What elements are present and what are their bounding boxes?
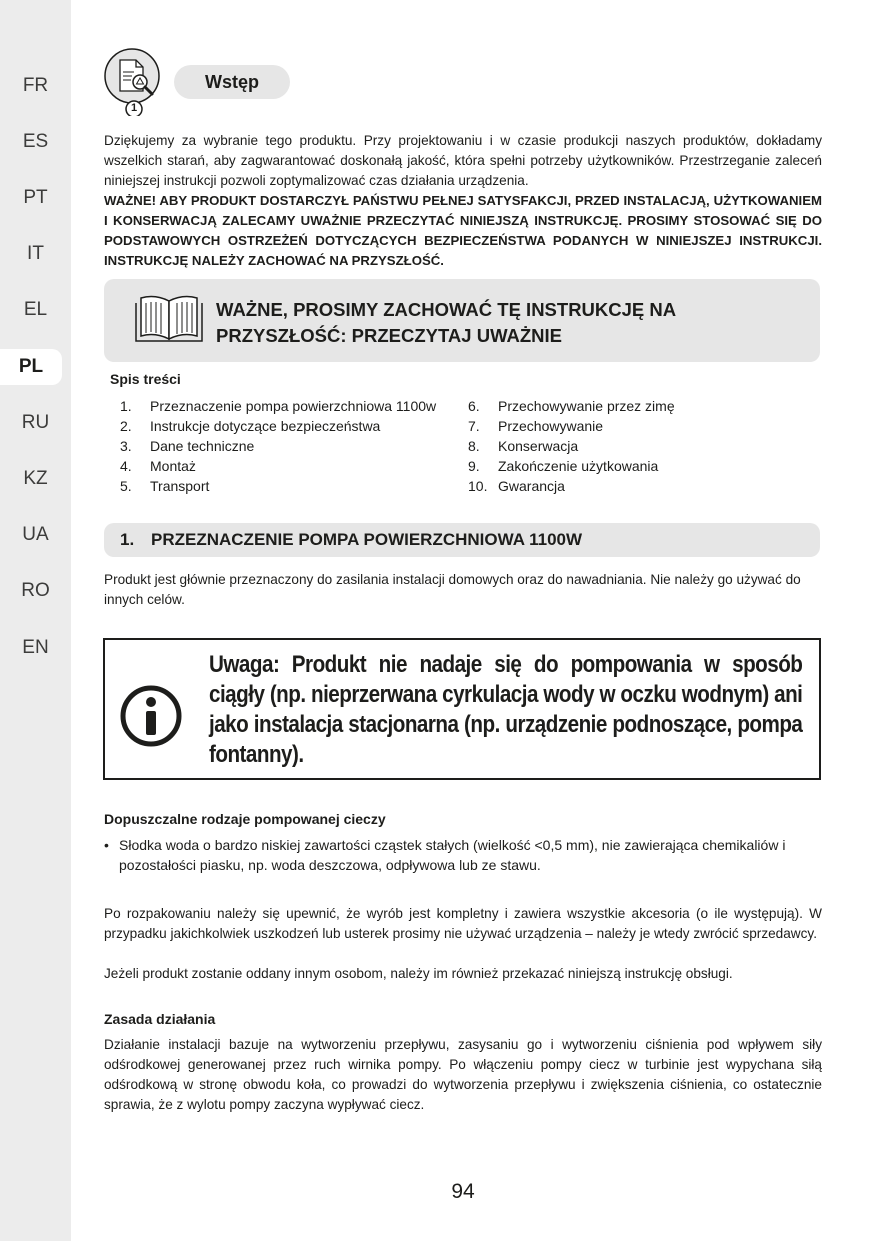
toc-title: Spis treści: [110, 371, 181, 387]
toc-item-number: 3.: [120, 438, 132, 454]
toc-item-number: 9.: [468, 458, 480, 474]
toc-item-number: 6.: [468, 398, 480, 414]
toc-item[interactable]: [468, 416, 798, 436]
lang-it[interactable]: IT: [27, 243, 44, 264]
lang-ua[interactable]: UA: [22, 524, 49, 545]
liquids-heading: Dopuszczalne rodzaje pompowanej cieczy: [104, 811, 386, 827]
page-number: 94: [451, 1180, 475, 1203]
toc-item[interactable]: [468, 436, 798, 456]
toc-item[interactable]: [468, 396, 798, 416]
section-1-header: [104, 523, 820, 557]
lang-ro[interactable]: RO: [21, 580, 50, 601]
section-1-paragraph: Produkt jest głównie przeznaczony do zasilania instalacji domowych oraz do nawadniania. Nie należy go używać do innych celów.: [104, 572, 801, 607]
toc-item-number: 10.: [468, 478, 488, 494]
toc-left-column: [120, 396, 440, 496]
toc-item-text: Montaż: [150, 458, 196, 474]
handover-paragraph: Jeżeli produkt zostanie oddany innym osobom, należy im również przekazać niniejszą instrukcję obsługi.: [104, 966, 733, 981]
principle-heading: Zasada działania: [104, 1011, 216, 1027]
toc-item[interactable]: [120, 396, 440, 416]
toc-item-text: Transport: [150, 478, 210, 494]
toc-item-number: 5.: [120, 478, 132, 494]
toc-item-number: 1.: [120, 398, 132, 414]
lang-ru[interactable]: RU: [21, 412, 50, 433]
section-1-number: 1.: [120, 530, 135, 549]
intro-title: Wstęp: [174, 65, 290, 99]
toc-item-number: 7.: [468, 418, 480, 434]
intro-important-paragraph: WAŻNE! ABY PRODUKT DOSTARCZYŁ PAŃSTWU PEŁNEJ SATYSFAKCJI, PRZED INSTALACJĄ, UŻYTKOWANIEM I KONSERWACJĄ ZALECAMY UWAŻNIE PRZECZYTAĆ NINIEJSZĄ INSTRUKCJĘ. PROSIMY STOSOWAĆ SIĘ DO PODSTAWOWYCH OSTRZEŻEŃ DOTYCZĄCYCH BEZPIECZEŃSTWA PODANYCH W NINIEJSZEJ INSTRUKCJI. INSTRUKCJĘ NALEŻY ZACHOWAĆ NA PRZYSZŁOŚĆ.: [104, 193, 822, 268]
toc-item[interactable]: [120, 456, 440, 476]
toc-item-number: 8.: [468, 438, 480, 454]
toc-item-text: Instrukcje dotyczące bezpieczeństwa: [150, 418, 381, 434]
toc-item-text: Przechowywanie: [498, 418, 604, 434]
toc-item-number: 2.: [120, 418, 132, 434]
lang-el[interactable]: EL: [23, 299, 48, 320]
lang-kz[interactable]: KZ: [23, 468, 48, 489]
warning-box: [103, 638, 821, 780]
liquids-bullet: [104, 835, 822, 875]
toc-item-text: Dane techniczne: [150, 438, 255, 454]
toc-item-text: Zakończenie użytkowania: [498, 458, 659, 474]
save-instructions-notice: [104, 279, 820, 362]
lang-en[interactable]: EN: [22, 637, 49, 658]
toc-item[interactable]: [120, 416, 440, 436]
save-notice-line1: WAŻNE, PROSIMY ZACHOWAĆ TĘ INSTRUKCJĘ NA: [216, 299, 677, 320]
toc-right-column: [468, 396, 798, 496]
toc-item[interactable]: [468, 476, 798, 496]
intro-paragraph: Dziękujemy za wybranie tego produktu. Przy projektowaniu i w czasie produkcji naszych produktów, dokładamy wszelkich starań, aby zagwarantować doskonałą jakość, która spełni potrzeby użytkowników. Przestrzeganie zaleceń niniejszej instrukcji pozwoli zoptymalizować czas działania urządzenia.: [104, 133, 822, 188]
toc-item-text: Przechowywanie przez zimę: [498, 398, 675, 414]
save-notice-text: [216, 297, 776, 349]
bullet-dot: •: [104, 837, 109, 853]
save-notice-line2: PRZYSZŁOŚĆ: PRZECZYTAJ UWAŻNIE: [216, 325, 563, 346]
toc-item[interactable]: [120, 476, 440, 496]
document-warning-icon: [104, 48, 164, 114]
toc-item-text: Konserwacja: [498, 438, 579, 454]
toc-item[interactable]: [468, 456, 798, 476]
language-sidebar: [0, 0, 71, 1241]
intro-badge-number: 1: [130, 102, 138, 114]
info-icon: [119, 684, 183, 748]
toc-item[interactable]: [120, 436, 440, 456]
toc-item-text: Przeznaczenie pompa powierzchniowa 1100w: [150, 398, 437, 414]
open-book-icon: [132, 293, 206, 345]
warning-text: Uwaga: Produkt nie nadaje się do pompowania w sposób ciągły (np. nieprzerwana cyrkulacja wody w oczku wodnym) ani jako instalacja stacjonarna (np. urządzenie podnoszące, pompa fontanny).: [209, 651, 803, 768]
toc-item-text: Gwarancja: [498, 478, 565, 494]
lang-pt[interactable]: PT: [23, 187, 48, 208]
section-1-title: PRZEZNACZENIE POMPA POWIERZCHNIOWA 1100W: [151, 530, 583, 549]
liquids-bullet-text: Słodka woda o bardzo niskiej zawartości cząstek stałych (wielkość <0,5 mm), nie zawierająca chemikaliów i pozostałości piasku, np. woda deszczowa, odpływowa lub ze stawu.: [119, 837, 786, 873]
lang-pl-active[interactable]: PL: [0, 349, 62, 385]
lang-fr[interactable]: FR: [22, 75, 49, 96]
unpacking-paragraph: Po rozpakowaniu należy się upewnić, że wyrób jest kompletny i zawiera wszystkie akcesoria (o ile występują). W przypadku jakichkolwiek uszkodzeń lub usterek prosimy nie używać urządzenia – należy je wtedy zwrócić sprzedawcy.: [104, 906, 822, 941]
lang-es[interactable]: ES: [22, 131, 49, 152]
toc-item-number: 4.: [120, 458, 132, 474]
principle-paragraph: Działanie instalacji bazuje na wytworzeniu przepływu, zasysaniu go i wytworzeniu ciśnienia pod wpływem siły odśrodkowej generowanej przez ruch wirnika pompy. Po włączeniu pompy ciecz w turbinie jest wypychana siłą odśrodkową w stronę obwodu koła, co prowadzi do wytworzenia przepływu i zwiększenia ciśnienia, co ostatecznie sprawia, że z wylotu pompy zaczyna wypływać ciecz.: [104, 1037, 822, 1112]
